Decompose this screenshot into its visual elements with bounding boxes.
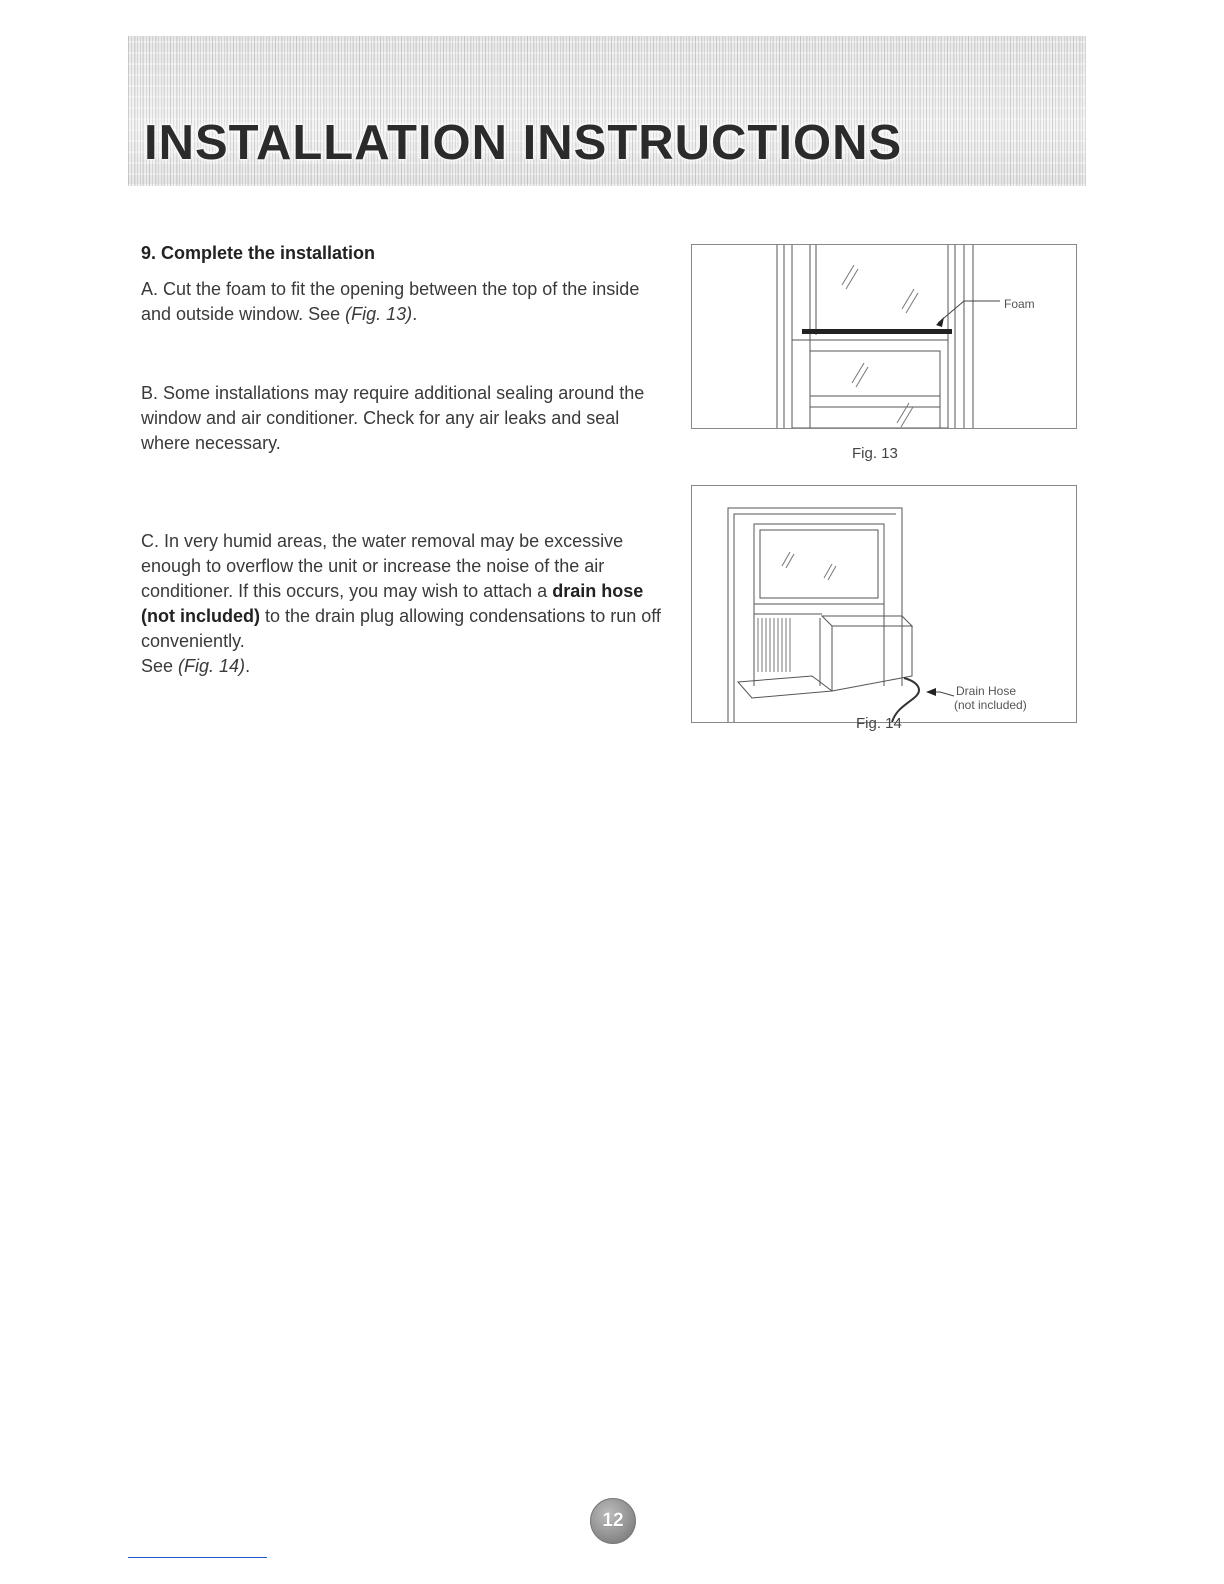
fig14-reference: (Fig. 14) [178, 656, 246, 676]
see-label: See [141, 656, 179, 676]
paragraph-c-end: . [245, 656, 251, 676]
paragraph-c-text: C. In very humid areas, the water removal may be excessive enough to overflow the unit or increase the noise of the air conditioner. If this occurs, you may wish to attach a [141, 531, 624, 601]
footer-rule [128, 1557, 267, 1558]
figure-13 [691, 244, 1077, 429]
paragraph-b: B. Some installations may require additional sealing around the window and air conditioner. Check for any air leaks and seal where necessary. [141, 383, 645, 453]
drain-hose-callout: Drain Hose [956, 684, 1017, 698]
section-heading: 9. Complete the installation [141, 243, 376, 263]
window-foam-illustration [692, 245, 1076, 428]
page-number-badge [590, 1498, 636, 1544]
paragraph-c-text-after: to the drain plug allowing condensations to run off conveniently. [141, 606, 661, 651]
header-banner [128, 36, 1086, 186]
not-included-callout: (not included) [954, 698, 1027, 712]
paragraph-c [141, 529, 661, 679]
paragraph-a-end: . [412, 304, 418, 324]
paragraph-a-text: A. Cut the foam to fit the opening between the top of the inside and outside window. See [141, 279, 640, 324]
fig13-caption: Fig. 13 [852, 445, 898, 462]
page-number: 12 [602, 1510, 624, 1531]
fig14-caption: Fig. 14 [856, 715, 902, 732]
window-air-conditioner-illustration [692, 486, 1076, 722]
page-title: INSTALLATION INSTRUCTIONS [144, 116, 903, 170]
foam-callout: Foam [1004, 297, 1035, 311]
paragraph-a [141, 277, 661, 327]
fig13-reference: (Fig. 13) [345, 304, 413, 324]
drain-hose-emphasis: drain hose (not included) [141, 581, 644, 626]
figure-14 [691, 485, 1077, 723]
